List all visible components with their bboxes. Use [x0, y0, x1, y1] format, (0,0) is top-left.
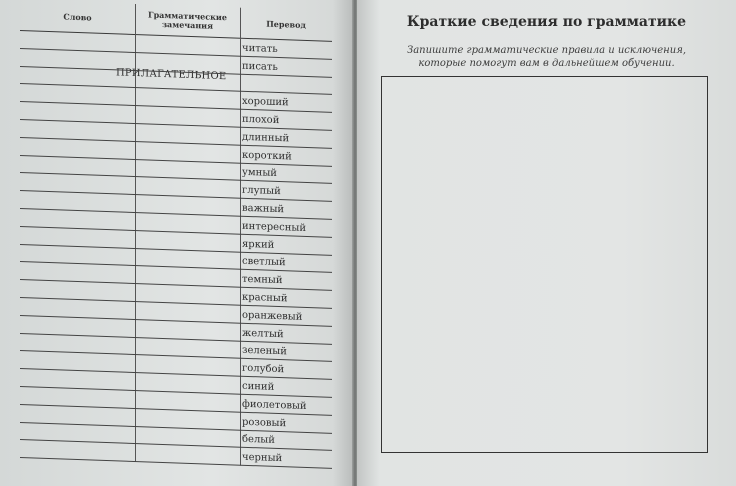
translation-cell: голубой	[242, 362, 285, 376]
translation-cell: темный	[242, 273, 283, 287]
translation-cell: зеленый	[242, 345, 287, 358]
translation-cell: синий	[242, 380, 275, 393]
header-word: Слово	[63, 11, 92, 23]
translation-cell: короткий	[242, 149, 292, 163]
left-page	[0, 0, 354, 486]
translation-cell: оранжевый	[242, 309, 303, 323]
translation-cell: хороший	[242, 95, 289, 109]
vocabulary-table	[20, 0, 332, 481]
translation-cell: светлый	[242, 256, 286, 269]
translation-cell: писать	[242, 60, 278, 73]
translation-cell: розовый	[242, 416, 287, 429]
notes-box[interactable]	[381, 76, 708, 453]
translation-cell: интересный	[242, 220, 306, 234]
translation-cell: читать	[242, 42, 278, 55]
section-label: ПРИЛАГАТЕЛЬНОЕ	[116, 67, 227, 83]
instruction-line: которые помогут вам в дальнейшем обучении.	[418, 58, 675, 69]
translation-cell: яркий	[242, 238, 275, 251]
translation-cell: плохой	[242, 113, 280, 127]
translation-cell: важный	[242, 202, 285, 216]
translation-cell: белый	[242, 434, 275, 447]
translation-cell: длинный	[242, 131, 290, 145]
instruction-line: Запишите грамматические правила и исключения,	[406, 45, 687, 56]
translation-cell: красный	[242, 291, 288, 305]
grammar-instructions	[357, 44, 736, 70]
translation-cell: желтый	[242, 327, 284, 340]
translation-cell: умный	[242, 167, 277, 180]
header-translation: Перевод	[266, 18, 306, 30]
grammar-title: Краткие сведения по грамматике	[406, 14, 687, 30]
header-notes: Грамматические замечания	[148, 9, 227, 31]
translation-cell: глупый	[242, 184, 281, 198]
translation-cell: фиолетовый	[242, 398, 307, 412]
translation-cell: черный	[242, 451, 283, 465]
right-page	[357, 0, 736, 486]
